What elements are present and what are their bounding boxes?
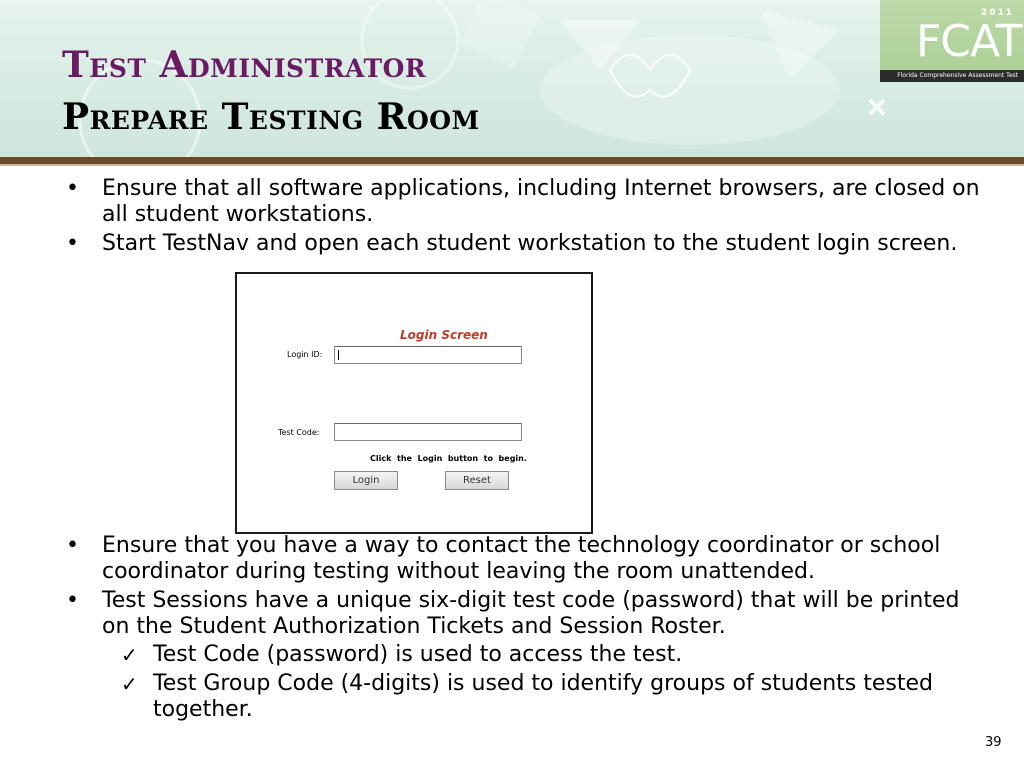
bullet-dot-icon: • <box>66 231 79 256</box>
header-banner <box>0 0 1024 158</box>
header-divider-accent <box>0 164 1024 166</box>
header-divider <box>0 157 1024 164</box>
login-id-label: Login ID: <box>287 350 323 359</box>
bullet-item: • Test Sessions have a unique six-digit test code (password) that will be printed on the Student Authorization Tickets and Session Roster. <box>66 588 960 639</box>
sub-bullet-item: ✓ Test Group Code (4-digits) is used to identify groups of students tested together. <box>121 671 934 722</box>
page-number: 39 <box>985 735 1002 750</box>
bullet-item: • Start TestNav and open each student workstation to the student login screen. <box>66 231 958 256</box>
login-id-input[interactable] <box>334 346 522 364</box>
bullet-item: • Ensure that you have a way to contact the technology coordinator or school coordinator during testing without leaving the room unattended. <box>66 533 941 584</box>
test-code-input[interactable] <box>334 423 522 441</box>
bullet-item: • Ensure that all software applications, including Internet browsers, are closed on all student workstations. <box>66 176 980 227</box>
bullet-dot-icon: • <box>66 533 79 558</box>
bullet-dot-icon: • <box>66 176 79 201</box>
fcat-logo <box>880 0 1024 82</box>
reset-button[interactable]: Reset <box>445 471 509 490</box>
login-screen-screenshot <box>235 272 593 534</box>
bullet-dot-icon: • <box>66 588 79 613</box>
login-screen-title: Login Screen <box>400 328 488 342</box>
logo-subtitle: Florida Comprehensive Assessment Test <box>880 70 1024 82</box>
logo-year: 2011 <box>980 8 1014 18</box>
slide-title: Test Administrator <box>62 44 427 86</box>
slide-subtitle: Prepare Testing Room <box>62 96 480 138</box>
logo-name: FCAT <box>916 16 1022 67</box>
test-code-label: Test Code: <box>278 428 320 437</box>
checkmark-icon: ✓ <box>121 672 138 696</box>
checkmark-icon: ✓ <box>121 643 138 667</box>
login-button[interactable]: Login <box>334 471 398 490</box>
login-hint: Click the Login button to begin. <box>370 454 527 463</box>
sub-bullet-item: ✓ Test Code (password) is used to access the test. <box>121 642 683 667</box>
